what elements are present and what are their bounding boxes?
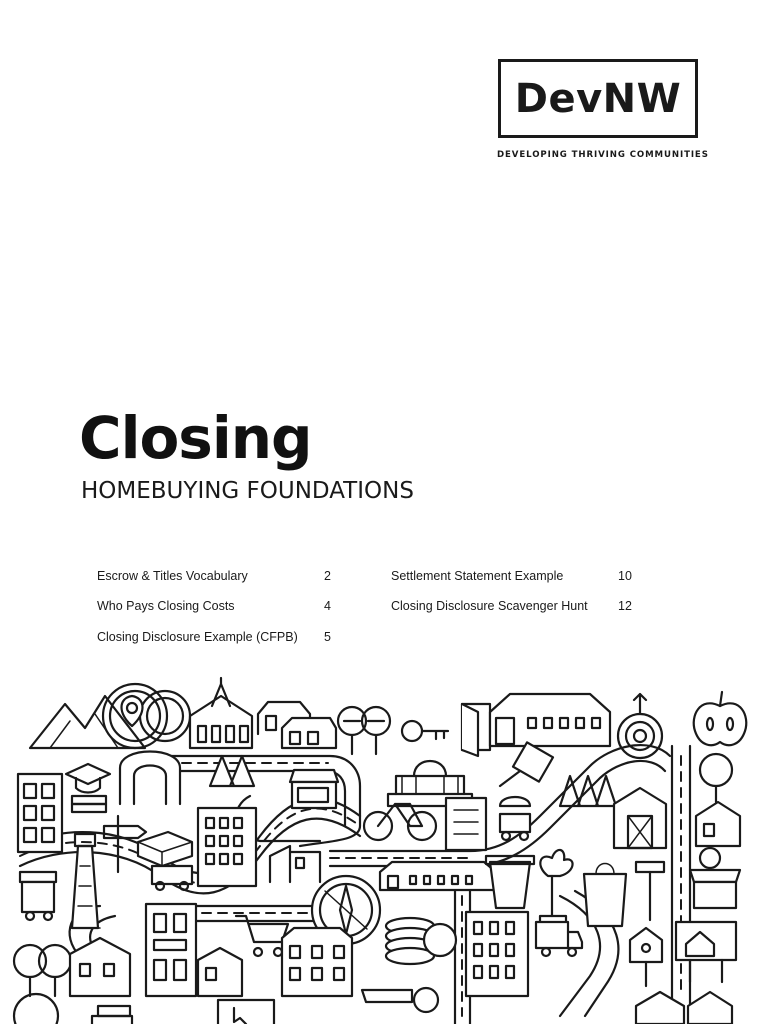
market-stall (20, 872, 56, 920)
door-icon (462, 704, 490, 756)
clipboard-icon (446, 798, 486, 850)
houses (696, 754, 740, 846)
toc-item-page: 4 (324, 599, 331, 613)
graduation-cap-icon (66, 764, 110, 812)
page-title: Closing (79, 404, 312, 472)
apartment-building (18, 774, 62, 852)
delivery-truck-icon (536, 922, 582, 956)
devnw-logo (498, 59, 698, 138)
barn (614, 788, 666, 848)
toc-item-label: Closing Disclosure Scavenger Hunt (391, 599, 588, 613)
factory (270, 846, 320, 882)
house-sign-icon (676, 922, 736, 982)
truck-icon (152, 866, 192, 890)
apartment-building (146, 904, 196, 996)
round-sign (14, 994, 58, 1024)
logo-tagline: DEVELOPING THRIVING COMMUNITIES (497, 150, 709, 160)
grocery-bag-icon (584, 864, 626, 927)
antenna-icon (618, 694, 662, 758)
birdhouse-icon (630, 928, 662, 986)
lighthouse (70, 834, 100, 928)
location-pin-icon (103, 684, 190, 748)
coins-icon (386, 918, 456, 964)
toc-item-page: 12 (618, 599, 632, 613)
coffee-cup-icon (486, 856, 534, 908)
toc-item-page: 5 (324, 630, 331, 644)
bricks (92, 1006, 132, 1024)
toc-item-page: 2 (324, 569, 331, 583)
bicycle-cart-icon (362, 988, 438, 1012)
apartment-building (282, 928, 352, 996)
office-building (198, 808, 256, 886)
food-cart (500, 797, 530, 840)
page-subtitle: HOMEBUYING FOUNDATIONS (81, 478, 414, 504)
storefront (290, 770, 338, 808)
bicycle-icon (364, 804, 436, 840)
toc-item-label: Settlement Statement Example (391, 569, 564, 583)
shop (690, 848, 740, 908)
tunnel (120, 752, 180, 805)
long-building (380, 862, 496, 890)
toc-item-label: Escrow & Titles Vocabulary (97, 569, 248, 583)
plant-icon (540, 850, 573, 932)
watering-can-icon (500, 742, 553, 786)
toc-item-label: Who Pays Closing Costs (97, 599, 235, 613)
hammer-icon (636, 862, 664, 920)
apple-icon (694, 692, 747, 745)
church (190, 678, 252, 748)
logo-text: DevNW (514, 75, 682, 122)
apartment-building (466, 912, 528, 996)
city-illustration (0, 676, 770, 1024)
key-icon (402, 721, 448, 741)
boxes (138, 832, 192, 866)
toc-item-label: Closing Disclosure Example (CFPB) (97, 630, 298, 644)
cursor-icon (218, 1000, 274, 1024)
houses (636, 992, 732, 1024)
toc-item-page: 10 (618, 569, 632, 583)
barn-building (490, 694, 610, 746)
houses (258, 702, 336, 748)
